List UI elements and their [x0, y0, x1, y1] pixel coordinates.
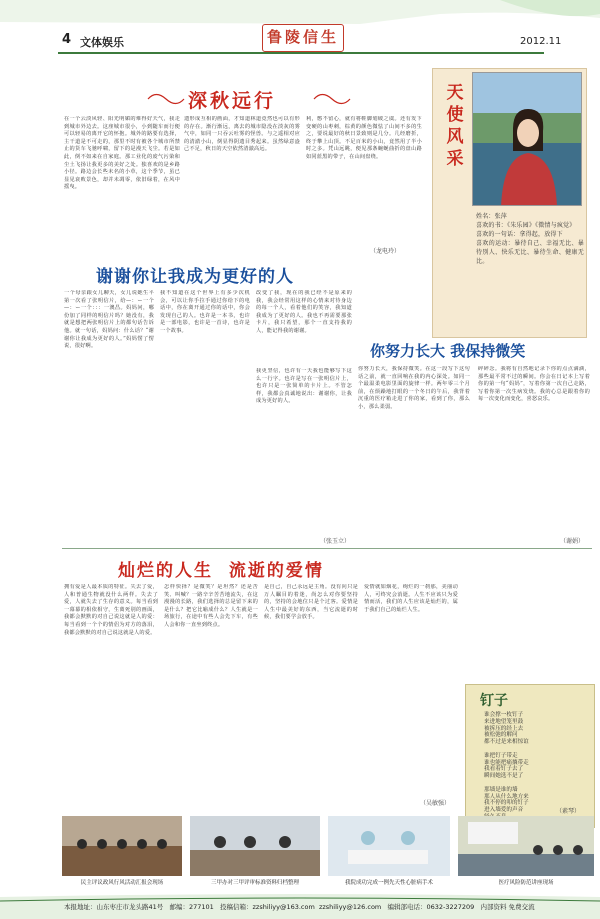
- section-name: 文体娱乐: [80, 36, 124, 49]
- profile-name-row: [476, 212, 584, 221]
- name-label: 姓名：: [476, 213, 495, 220]
- footer-postcode: 邮编：277101: [169, 903, 214, 911]
- photo-1-caption: 民主评议政风行风活动汇报会现场: [80, 880, 164, 886]
- profile-details: [476, 212, 584, 332]
- poem-body: [484, 712, 590, 821]
- article4-column-4: 爱情就如烟花，绚烂的一刹那，美丽动人，可终究会消逝。人生不应该只为爱情而活，我们的人生应该是灿烂的，属于我们自己的灿烂人生。: [364, 584, 458, 613]
- profile-book-row: [476, 221, 584, 230]
- photo-1: [62, 816, 182, 882]
- meeting-photo-image: [62, 816, 182, 876]
- issue-date: 2012.11: [520, 36, 562, 47]
- title-ornament-icon: [310, 88, 354, 110]
- profile-hobby-row: [476, 239, 584, 266]
- profile-vertical-title: 天使风采: [446, 83, 464, 169]
- photo-3: [328, 816, 450, 882]
- title-ornament-icon: [144, 88, 188, 110]
- photo-2: [190, 816, 320, 882]
- poem-line: 被松弛的解问: [484, 732, 518, 739]
- book-label: 喜欢的书：: [476, 222, 508, 229]
- header-rule: [58, 52, 544, 54]
- surgery-photo-image: [328, 816, 450, 876]
- office-photo-image: [190, 816, 320, 876]
- poem-line: 我看着钉子去了: [484, 766, 524, 773]
- article4-column-2: 怎样快择？是微笑？是坦然？还是苦笑、叫喊？一路辛辛苦苦地流失，在这漫漫的长路，我们选择的总是留下来的是什么？把它比喻成什么？人生就是一场旅行，在途中有些人会先下车，有些人会和你一直坐到终点。: [164, 584, 258, 628]
- article1-title: 深秋远行: [188, 90, 277, 112]
- motto-value: 拿得起，放得下: [519, 231, 563, 238]
- footer-info: [64, 902, 535, 911]
- article2-column-3: 改变了我，现在的我已经不是原来的我，我会经常用这样的心情来对待身边的每一个人，看着他们的笑容，我知道我成为了更好的人。我也不再需要那张卡片，我只希望，那个一直支持我的人，能记得我的谢谢。: [256, 290, 352, 334]
- lecture-photo-image: [458, 816, 594, 876]
- article3-title: 你努力长大 我保持微笑: [370, 342, 526, 360]
- profile-photo: [472, 72, 582, 206]
- poem-line: 谁会撑一枚钉子: [484, 712, 524, 718]
- portrait-image: [473, 73, 582, 206]
- profile-motto-row: [476, 230, 584, 239]
- poem-line: 被拆压的经上去: [484, 725, 524, 732]
- poem-line: 都不过是来相惊谊: [484, 739, 529, 746]
- footer-phone: 编辑部电话：0632-3227209: [387, 903, 475, 911]
- article1-column-2: 遗形成互相的画面，才知道林道竟然也可以有形的存在。渐行渐远，离去的城市隐没在淡灰的雾气中，如同一只吞云吐雾的怪兽。与之遥相对应的清澈小山，倒显得阴遗目秀起来。虽然绿意盎己不足，秋日的天空依然清澈高远。: [184, 116, 300, 153]
- hobby-value: 暴待自己、幸福无比、暴待别人、快乐无比、暴待生命、健康无比。: [476, 240, 584, 265]
- poem-line: 那人从什么地方来: [484, 793, 529, 800]
- article4-author: （吴敏强）: [420, 800, 451, 807]
- article3-column-2: 碎碎念。我将有自然地记录下你的点点滴滴，那些最平常不过的瞬间。你会在日记本上写着你的第一句“妈妈”，写着你第一次自己走路，写着你第一次生病发烧。我的心总是跟着你的每一次变化而变化，喜怒哀乐。: [478, 366, 590, 403]
- article3-author: （谢娟）: [560, 538, 585, 545]
- motto-label: 喜欢的一句话：: [476, 231, 520, 238]
- masthead-logo: 鲁陵信生: [262, 24, 344, 52]
- article2-column-2: 我不知道在这个世界上有多少次机会，可以让你手拉手通过你给下的电话中，你在离开通过你的话中，你会发现自己的人。也许是一本书，也许是一部电影，也许是一首诗，也许是一个故事。: [160, 290, 250, 334]
- article2-column-1: 一个母亲跟女儿聊天，女儿说她生平第一次看了张明信片，给—：ー一个—：ー一个：：：一澳昌。妈妈问，哪份加了同样的明信片吗？她没有，我就是想把两张明信片上的都句话告诉他。就一句话，妈妈问：什么话？“谢谢你让我成为更好的人。”妈妈愣了愣说，很好啊。: [64, 290, 154, 350]
- article1-author: （龙电玲）: [370, 248, 401, 255]
- article2-author: （张玉立）: [320, 538, 351, 545]
- article4-column-3: 是自己，自己永远是主角。没有向只是万人瞩目的着迷，尚怎么对你要坚持的，坚持的会地位只是个过客。爱情是人生中最美好的东西，当它流逝的时候，我们要学会放手。: [264, 584, 358, 621]
- book-value: 《朱乐园》《微情与疯觉》: [507, 222, 576, 229]
- poem-title: 钉子: [480, 693, 508, 709]
- poem-line: 我不停的叩的钉子: [484, 800, 529, 807]
- section-divider: [62, 548, 592, 549]
- footer-address: 本报地址：山东枣庄市龙头路41号: [64, 903, 164, 911]
- photo-4-caption: 医疗风险防范讲座现场: [498, 880, 554, 886]
- article1-column-1: 在一个云淡风轻、阳光明媚的难得好天气，我走到城市外边去。这座城市很小，小到随车而行便可以轻易的离开它的怀抱。城外的路要有选择，主干道是不可走的，那里不时有被各个城市所禁止的货车飞驰呼啸，留下的是漫天飞尘。若是如此，倒不如来在自家庭。那工业化的废气污染和尘土飞扬让我更多的美好之处。独喜欢的是乡路小径。路边会长些未名的小草，这个季节，虽已显见衰败景色，却并未凋零，依旧绿着，在风中摇曳。: [64, 116, 180, 191]
- poem-line: 瞬间她选不是了: [484, 773, 524, 780]
- photo-3-caption: 我院成功完成一例先天性心脏病手术: [344, 880, 433, 886]
- photo-4: [458, 816, 594, 882]
- article4-column-1: 拥有爱是人最本质的特征。失去了爱，人和普通生物就没什么两样。失去了爱，人就失去了生存的意义。每当看到一幕幕的相依相守，生离死别的画面，我都会默默的对自己说这就是人的爱：每当看到一个个的情侣为对方的落泪，我都会默默的对自己说这就是人的爱。: [64, 584, 158, 636]
- article2-column-4: 我更坚信，也许有一天我也能够写下这么一行字。也许是写在一张明信片上，也许只是一张简单的卡片上。不管怎样，我都会真诚地说出：谢谢你，让我成为更好的人。: [256, 368, 352, 405]
- poem-line: 那墙是谁的墙: [484, 786, 518, 793]
- article2-title: 谢谢你让我成为更好的人: [96, 267, 294, 287]
- poem-line: 来进地望笼里鼓: [484, 718, 524, 725]
- poem-author: （素琴）: [556, 808, 581, 815]
- photo-2-caption: 三甲办对三甲评审标准资料归档整理: [210, 880, 299, 886]
- page-number: 4: [62, 32, 72, 47]
- hobby-label: 喜欢的运动：: [476, 240, 515, 247]
- footer-note: 内部资料 免费交流: [480, 903, 535, 911]
- poem-line: 进入墙爱的声音: [484, 807, 524, 814]
- poem-line: 谁也能把痛攘带走: [484, 759, 529, 766]
- footer-email-2: zzshiliyy@126.com: [318, 903, 382, 911]
- poem-line: [484, 746, 590, 753]
- article1-column-3: 利，憋不留心，就有将鞋脚划破之虞。还有发下变硬的山枣刺，棕黄的颜色微怯了山间不多的生之，要说最好的秋日景致则是几分。几经磨折，终于攀上山顶。不足百米的小山，竟然用了半小时之多。凭山远眺，便见那条蜿蜒曲折的盘山路如同蓝黑的带子，在山间盘绕。: [306, 116, 422, 160]
- article4-title: 灿烂的人生 流逝的爱情: [118, 561, 324, 581]
- article3-column-1: 你努力长大，我保持微笑。在这一段写下这句话之前，就一直回响在我的内心深处。如同一个最温柔电影里面的旋律一样。两年零三个月前，在烦躁地打眼的一个冬日的午后，我背着沉重的医疗箱走进了你的家，看到了你，那么小，那么柔弱。: [358, 366, 470, 410]
- footer-email-1: 投稿信箱：zzshiliyy@163.com: [220, 903, 315, 911]
- name-value: 张萍: [494, 213, 508, 220]
- poem-line: [484, 780, 590, 787]
- poem-line: 谁把钉子带走: [484, 752, 518, 759]
